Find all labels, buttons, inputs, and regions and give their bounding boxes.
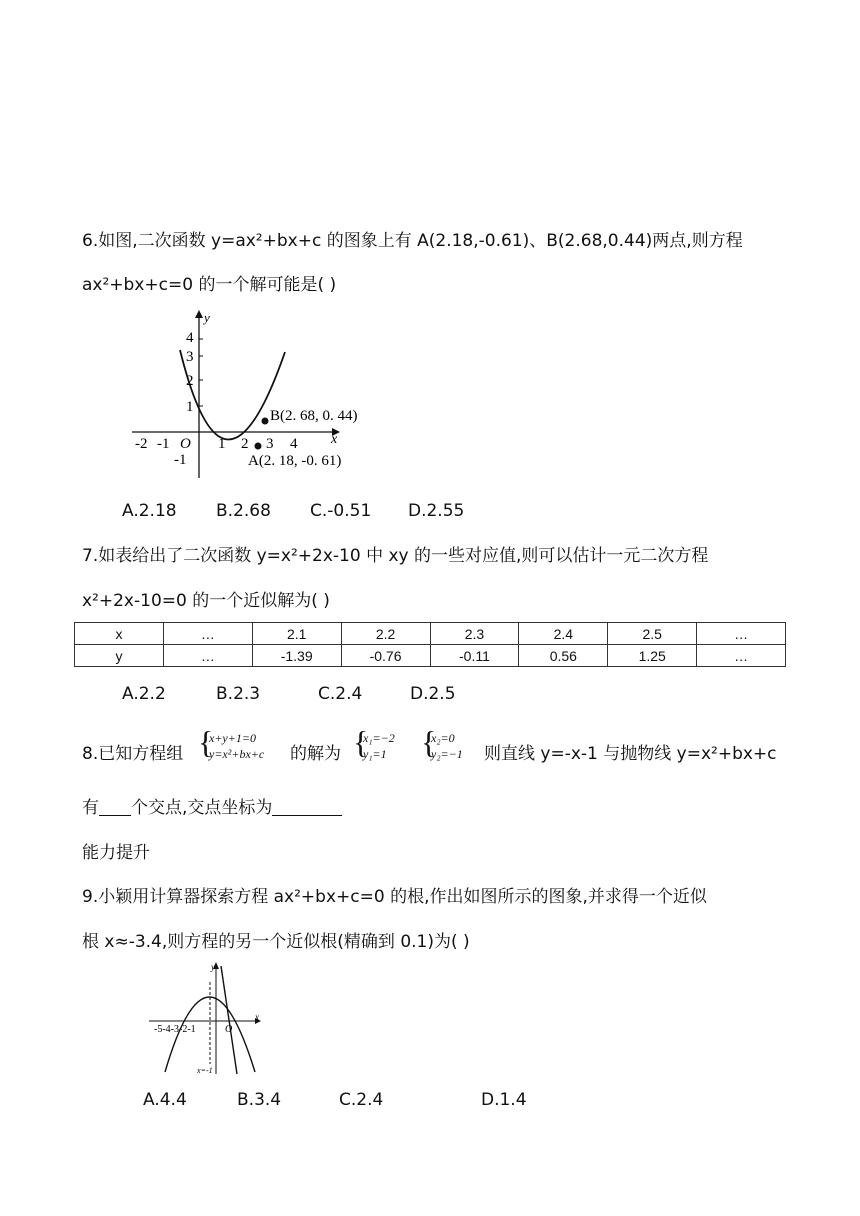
q8-system-line2: y=x²+bx+c [209,747,265,761]
q9-x-axis-label: x [255,1012,259,1022]
q7-option-b[interactable]: B.2.3 [216,684,261,704]
q6-y-tick-4: 4 [186,330,194,346]
q6-x-tick-3: 3 [266,436,274,452]
q9-line2: 根 x≈-3.4,则方程的另一个近似根(精确到 0.1)为( ) [82,932,470,952]
q8-solution1 [363,730,395,762]
table-cell: 1.25 [608,645,697,667]
q8-line2 [82,797,342,819]
q9-symmetry-label: x=-1 [197,1066,213,1075]
q8-line2-b: 个交点,交点坐标为 [131,798,273,818]
q9-origin-label: O [225,1024,233,1035]
q6-option-d[interactable]: D.2.55 [408,501,465,521]
q9-y-axis-label: y [211,962,215,972]
q8-sol2-line2: y₂=−1 [431,747,463,761]
table-cell: 2.5 [608,623,697,645]
q6-origin-label: O [180,436,191,452]
q8-solution1-brace: { [353,724,369,760]
q7-value-table [74,622,786,667]
table-cell: … [697,623,786,645]
q9-parabola-graph [145,960,270,1076]
q8-blank-coords[interactable] [272,797,342,816]
q8-sol1-line2: y₁=1 [363,747,387,761]
q7-options [122,683,456,705]
table-cell: -1.39 [252,645,341,667]
q8-suffix: 则直线 y=-x-1 与抛物线 y=x²+bx+c [484,744,777,764]
q6-options [122,500,464,522]
q6-x-tick-1: 1 [218,436,226,452]
q7-line1: 7.如表给出了二次函数 y=x²+2x-10 中 xy 的一些对应值,则可以估计一元二次方程 [82,546,709,566]
q6-x-tick-neg2: -2 [135,436,148,452]
q8-middle: 的解为 [290,744,341,764]
table-cell: 2.4 [519,623,608,645]
q9-option-c[interactable]: C.2.4 [339,1090,384,1110]
table-cell: 2.2 [341,623,430,645]
q6-x-tick-neg1: -1 [157,436,170,452]
q6-option-a[interactable]: A.2.18 [122,501,177,521]
q6-point-a [255,443,262,450]
q7-option-d[interactable]: D.2.5 [410,684,456,704]
q7-line2: x²+2x-10=0 的一个近似解为( ) [82,591,330,611]
table-cell: 0.56 [519,645,608,667]
q6-x-axis-label: x [331,432,338,447]
q7-option-c[interactable]: C.2.4 [318,684,363,704]
q6-option-b[interactable]: B.2.68 [216,501,271,521]
q6-y-tick-1: 1 [186,399,194,415]
q8-solution2 [431,730,463,762]
table-cell: x [75,623,164,645]
table-cell: -0.76 [341,645,430,667]
q6-label-b: B(2. 68, 0. 44) [270,408,358,424]
q8-prefix: 8.已知方程组 [82,744,184,764]
q9-option-a[interactable]: A.4.4 [143,1090,187,1110]
q9-options [143,1089,527,1111]
table-cell: 2.1 [252,623,341,645]
q9-option-d[interactable]: D.1.4 [481,1090,527,1110]
q6-point-b [262,418,269,425]
q6-parabola-curve [180,350,285,440]
q6-y-tick-3: 3 [186,349,194,365]
q6-x-tick-4: 4 [290,436,298,452]
table-row [75,623,786,645]
q7-option-a[interactable]: A.2.2 [122,684,166,704]
q8-line2-a: 有 [82,798,99,818]
q9-option-b[interactable]: B.3.4 [237,1090,282,1110]
q8-solution2-brace: { [421,724,437,760]
q6-x-tick-2: 2 [241,436,249,452]
q6-y-axis-label: y [204,310,210,325]
q6-line2: ax²+bx+c=0 的一个解可能是( ) [82,275,337,295]
q9-x-tick-labels: -5-4-3-2-1 [154,1024,196,1035]
table-cell: … [697,645,786,667]
table-cell: … [163,645,252,667]
q8-system [209,730,264,762]
q6-label-a: A(2. 18, -0. 61) [248,453,342,469]
table-cell: -0.11 [430,645,519,667]
q8-system-brace: { [198,724,214,760]
table-cell: y [75,645,164,667]
q8-blank-count[interactable] [99,797,131,816]
table-row [75,645,786,667]
q6-y-tick-2: 2 [186,373,194,389]
q6-parabola-graph [128,308,378,480]
q8-sol1-line1: x₁=−2 [363,731,395,745]
q9-line1: 9.小颖用计算器探索方程 ax²+bx+c=0 的根,作出如图所示的图象,并求得一个近似 [82,887,707,907]
q6-y-tick-neg1: -1 [174,452,187,468]
table-cell: 2.3 [430,623,519,645]
q6-y-arrow [195,310,203,318]
q6-option-c[interactable]: C.-0.51 [310,501,372,521]
q8-sol2-line1: x₂=0 [431,731,455,745]
q6-line1: 6.如图,二次函数 y=ax²+bx+c 的图象上有 A(2.18,-0.61)、B(2.68,0.44)两点,则方程 [82,231,743,251]
table-cell: … [163,623,252,645]
section-heading: 能力提升 [82,843,150,863]
q8-system-line1: x+y+1=0 [209,731,256,745]
